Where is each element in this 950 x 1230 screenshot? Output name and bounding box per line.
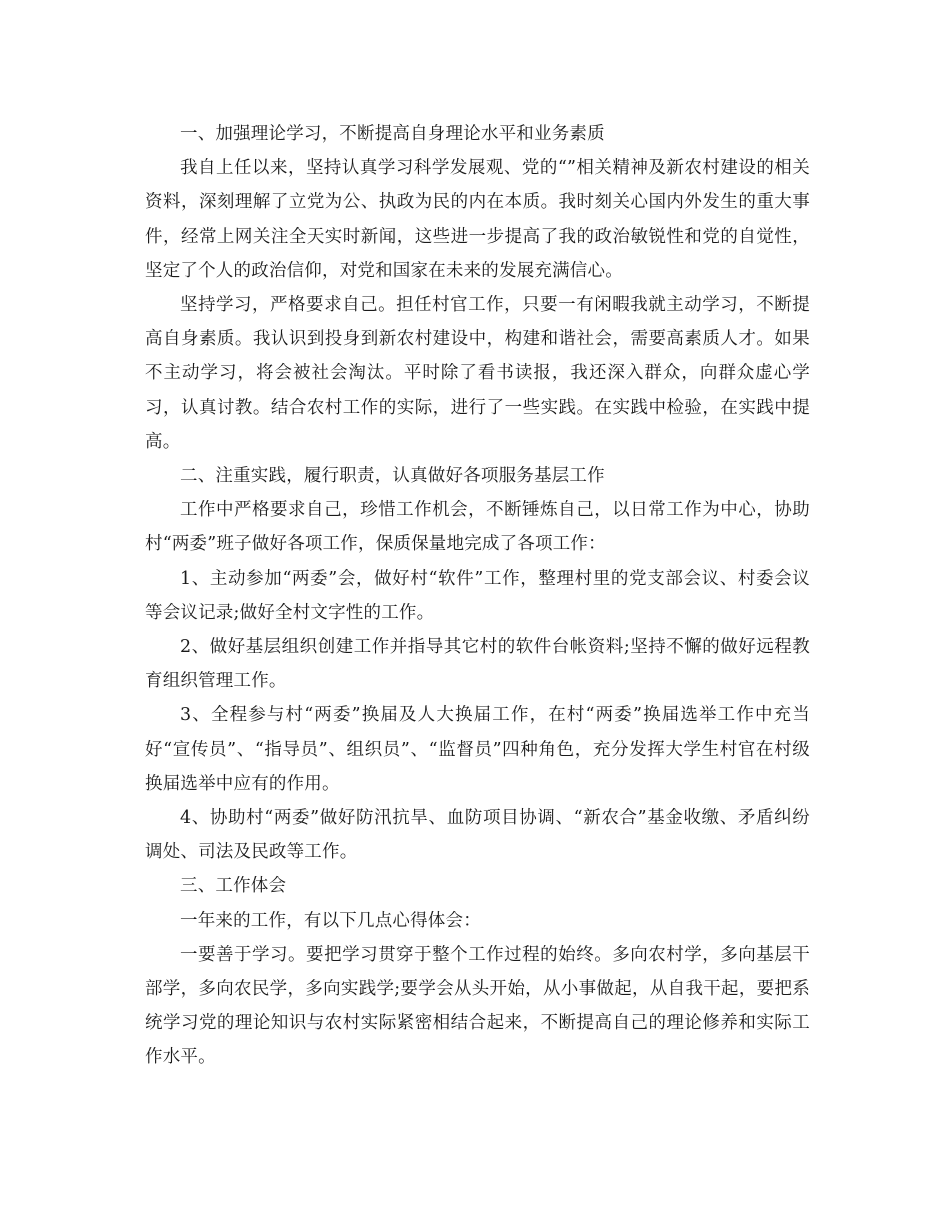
paragraph-self-discipline: 坚持学习，严格要求自己。担任村官工作，只要一有闲暇我就主动学习，不断提高自身素质。我认识到投身到新农村建设中，构建和谐社会，需要高素质人才。如果不主动学习，将会被社会淘汰。平时除了看书读报，我还深入群众，向群众虚心学习，认真讨教。结合农村工作的实际，进行了一些实践。在实践中检验，在实践中提高。 bbox=[145, 295, 810, 452]
list-item-2: 2、做好基层组织创建工作并指导其它村的软件台帐资料;坚持不懈的做好远程教育组织管理工作。 bbox=[145, 637, 810, 692]
section-heading-1: 一、加强理论学习，不断提高自身理论水平和业务素质 bbox=[180, 124, 605, 144]
section-heading-2: 二、注重实践，履行职责，认真做好各项服务基层工作 bbox=[180, 466, 605, 487]
list-item-4: 4、协助村“两委”做好防汛抗旱、血防项目协调、“新农合”基金收缴、矛盾纠纷调处、司法及民政等工作。 bbox=[145, 808, 810, 863]
paragraph-theory-study: 我自上任以来，坚持认真学习科学发展观、党的“”相关精神及新农村建设的相关资料，深刻理解了立党为公、执政为民的内在本质。我时刻关心国内外发生的重大事件，经常上网关注全天实时新闻，这些进一步提高了我的政治敏锐性和党的自觉性，坚定了个人的政治信仰，对党和国家在未来的发展充满信心。 bbox=[145, 158, 810, 281]
document-body bbox=[145, 117, 810, 1075]
list-item-3: 3、全程参与村“两委”换届及人大换届工作，在村“两委”换届选举工作中充当好“宣传员”、“指导员”、组织员”、“监督员”四种角色，充分发挥大学生村官在村级换届选举中应有的作用。 bbox=[145, 705, 810, 794]
section-heading-3: 三、工作体会 bbox=[180, 876, 287, 897]
paragraph-learning: 一要善于学习。要把学习贯穿于整个工作过程的始终。多向农村学，多向基层干部学，多向农民学，多向实践学;要学会从头开始，从小事做起，从自我干起，要把系统学习党的理论知识与农村实际紧密相结合起来，不断提高自己的理论修养和实际工作水平。 bbox=[145, 944, 810, 1068]
paragraph-work-overview: 工作中严格要求自己，珍惜工作机会，不断锤炼自己，以日常工作为中心，协助村“两委”班子做好各项工作，保质保量地完成了各项工作： bbox=[145, 500, 810, 555]
paragraph-experience-intro: 一年来的工作，有以下几点心得体会： bbox=[180, 910, 481, 931]
list-item-1: 1、主动参加“两委”会，做好村“软件”工作，整理村里的党支部会议、村委会议等会议记录;做好全村文字性的工作。 bbox=[145, 568, 810, 623]
